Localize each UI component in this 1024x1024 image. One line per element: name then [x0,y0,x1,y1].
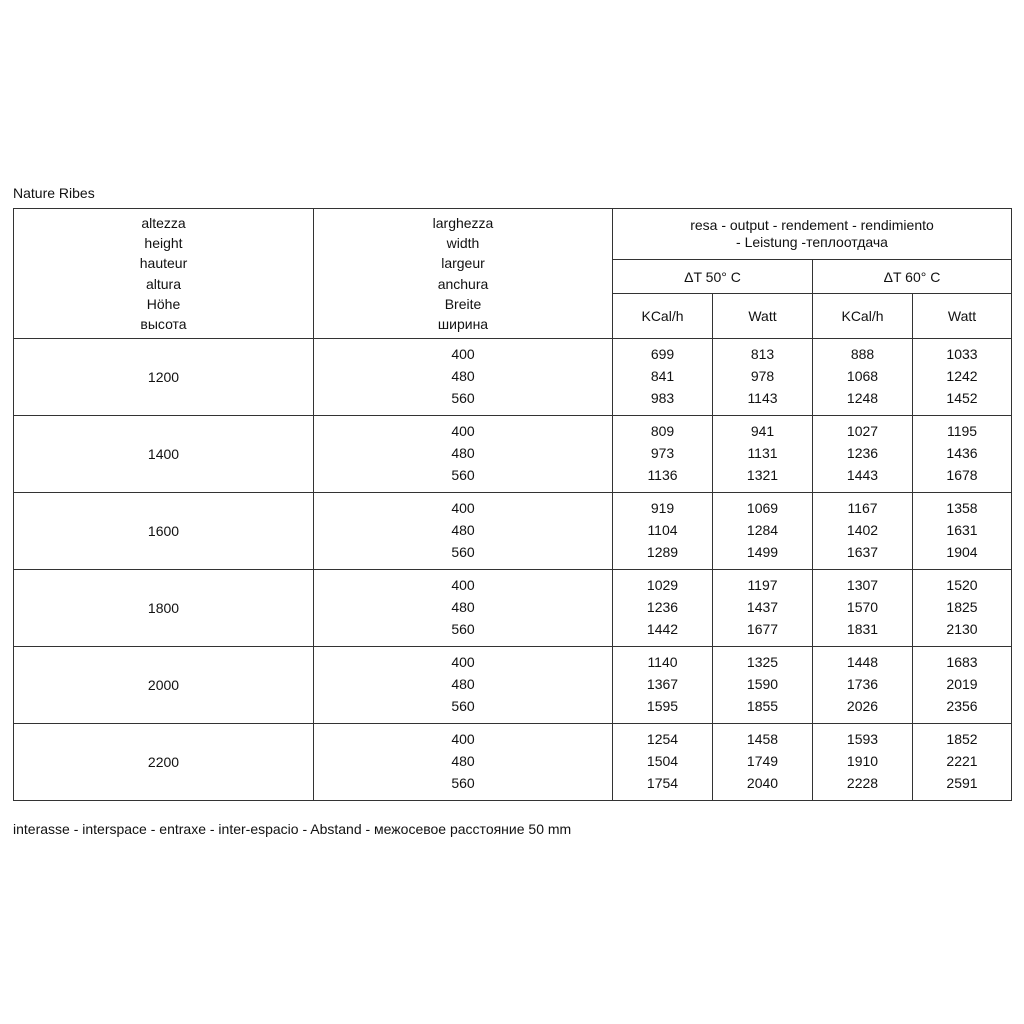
height-label: altura [145,275,182,292]
value: 1570 [846,599,879,616]
value: 888 [850,346,875,363]
value: 1242 [946,368,978,385]
value: 560 [451,774,475,791]
value: 1825 [946,599,978,616]
width-cell [314,724,613,801]
value: 1068 [846,368,879,385]
unit-watt-60: Watt [913,294,1012,339]
width-label: anchura [437,275,489,292]
value: 1236 [646,599,679,616]
value: 699 [650,346,675,363]
value: 1104 [647,522,678,539]
height-cell: 2200 [14,724,314,801]
output-header [613,209,1012,260]
value: 2040 [746,774,779,791]
width-label: width [446,234,480,251]
value: 809 [650,423,675,440]
width-cell [314,493,613,570]
kcal50-cell [613,570,713,647]
value: 1033 [946,346,978,363]
value: 400 [451,346,475,363]
value: 1452 [946,389,978,406]
value: 1520 [946,577,978,594]
value: 1197 [747,577,778,594]
height-cell: 1800 [14,570,314,647]
value: 1437 [746,599,779,616]
value: 813 [750,346,775,363]
watt50-cell [713,339,813,416]
width-label: ширина [437,316,489,333]
value: 400 [451,500,475,517]
value: 841 [650,368,675,385]
value: 400 [451,731,475,748]
value: 560 [451,389,475,406]
value: 1448 [846,654,879,671]
value: 941 [750,423,775,440]
value: 2130 [946,620,978,637]
value: 1254 [646,731,679,748]
watt60-cell [913,570,1012,647]
value: 480 [451,676,475,693]
value: 2221 [946,753,978,770]
value: 1248 [846,389,879,406]
table-row [14,570,1012,647]
value: 1683 [946,654,978,671]
value: 1595 [646,697,679,714]
value: 1131 [747,445,778,462]
height-header [14,209,314,339]
value: 1027 [846,423,879,440]
value: 2019 [946,676,978,693]
value: 560 [451,543,475,560]
height-label: altezza [141,214,186,231]
width-label: Breite [444,295,482,312]
height-label: hauteur [139,255,188,272]
value: 1236 [846,445,879,462]
value: 480 [451,753,475,770]
value: 1754 [646,774,679,791]
value: 480 [451,599,475,616]
kcal60-cell [813,724,913,801]
watt60-cell [913,724,1012,801]
value: 1289 [646,543,679,560]
delta-50-header: ΔT 50° C [613,260,813,294]
value: 1736 [846,676,879,693]
value: 919 [650,500,675,517]
kcal50-cell [613,416,713,493]
value: 480 [451,522,475,539]
watt60-cell [913,339,1012,416]
value: 1443 [846,466,879,483]
height-label: Höhe [146,295,181,312]
width-label: largeur [441,255,485,272]
value: 560 [451,466,475,483]
output-header-line2: - Leistung -теплоотдача [736,234,888,250]
watt50-cell [713,416,813,493]
output-table [13,208,1012,801]
value: 2591 [946,774,978,791]
value: 1436 [946,445,978,462]
value: 1677 [746,620,779,637]
value: 1904 [946,543,978,560]
output-header-line1: resa - output - rendement - rendimiento [690,217,934,233]
value: 1284 [746,522,779,539]
value: 1358 [946,500,978,517]
kcal60-cell [813,647,913,724]
value: 560 [451,620,475,637]
kcal50-cell [613,647,713,724]
value: 1910 [846,753,879,770]
value: 1029 [646,577,679,594]
delta-60-header: ΔT 60° C [813,260,1012,294]
value: 400 [451,423,475,440]
table-row [14,339,1012,416]
value: 1678 [946,466,978,483]
watt50-cell [713,570,813,647]
table-row [14,724,1012,801]
kcal50-cell [613,724,713,801]
value: 480 [451,445,475,462]
value: 1307 [846,577,879,594]
unit-kcal-60: KCal/h [813,294,913,339]
value: 480 [451,368,475,385]
kcal60-cell [813,493,913,570]
value: 1458 [746,731,779,748]
interspace-note: interasse - interspace - entraxe - inter-espacio - Abstand - межосевое расстояние 50 mm [13,821,572,837]
value: 1136 [647,466,678,483]
height-cell: 1600 [14,493,314,570]
value: 978 [750,368,775,385]
value: 1855 [746,697,779,714]
watt50-cell [713,493,813,570]
value: 400 [451,654,475,671]
watt60-cell [913,647,1012,724]
watt60-cell [913,416,1012,493]
table-row [14,493,1012,570]
height-label: высота [140,316,187,333]
kcal60-cell [813,570,913,647]
height-cell: 1200 [14,339,314,416]
kcal60-cell [813,339,913,416]
value: 1637 [846,543,879,560]
value: 1069 [746,500,779,517]
kcal60-cell [813,416,913,493]
value: 1321 [746,466,779,483]
width-cell [314,570,613,647]
kcal50-cell [613,339,713,416]
value: 1143 [747,389,778,406]
value: 1499 [746,543,779,560]
height-cell: 2000 [14,647,314,724]
value: 1831 [846,620,879,637]
value: 1504 [646,753,679,770]
width-cell [314,339,613,416]
value: 973 [650,445,675,462]
value: 1590 [746,676,779,693]
value: 1367 [646,676,679,693]
value: 1442 [646,620,679,637]
watt50-cell [713,724,813,801]
value: 2356 [946,697,978,714]
value: 1167 [847,500,878,517]
unit-watt-50: Watt [713,294,813,339]
height-cell: 1400 [14,416,314,493]
value: 1402 [846,522,879,539]
value: 560 [451,697,475,714]
width-label: larghezza [432,214,494,231]
value: 983 [650,389,675,406]
value: 1195 [946,423,978,440]
value: 400 [451,577,475,594]
value: 2026 [846,697,879,714]
watt50-cell [713,647,813,724]
table-title: Nature Ribes [13,185,95,201]
value: 1631 [946,522,978,539]
kcal50-cell [613,493,713,570]
width-cell [314,416,613,493]
value: 1325 [746,654,779,671]
watt60-cell [913,493,1012,570]
table-row [14,416,1012,493]
width-header [314,209,613,339]
height-label: height [144,234,183,251]
width-cell [314,647,613,724]
table-row [14,647,1012,724]
value: 1852 [946,731,978,748]
value: 1749 [746,753,779,770]
value: 1593 [846,731,879,748]
unit-kcal-50: KCal/h [613,294,713,339]
value: 2228 [846,774,879,791]
value: 1140 [647,654,678,671]
